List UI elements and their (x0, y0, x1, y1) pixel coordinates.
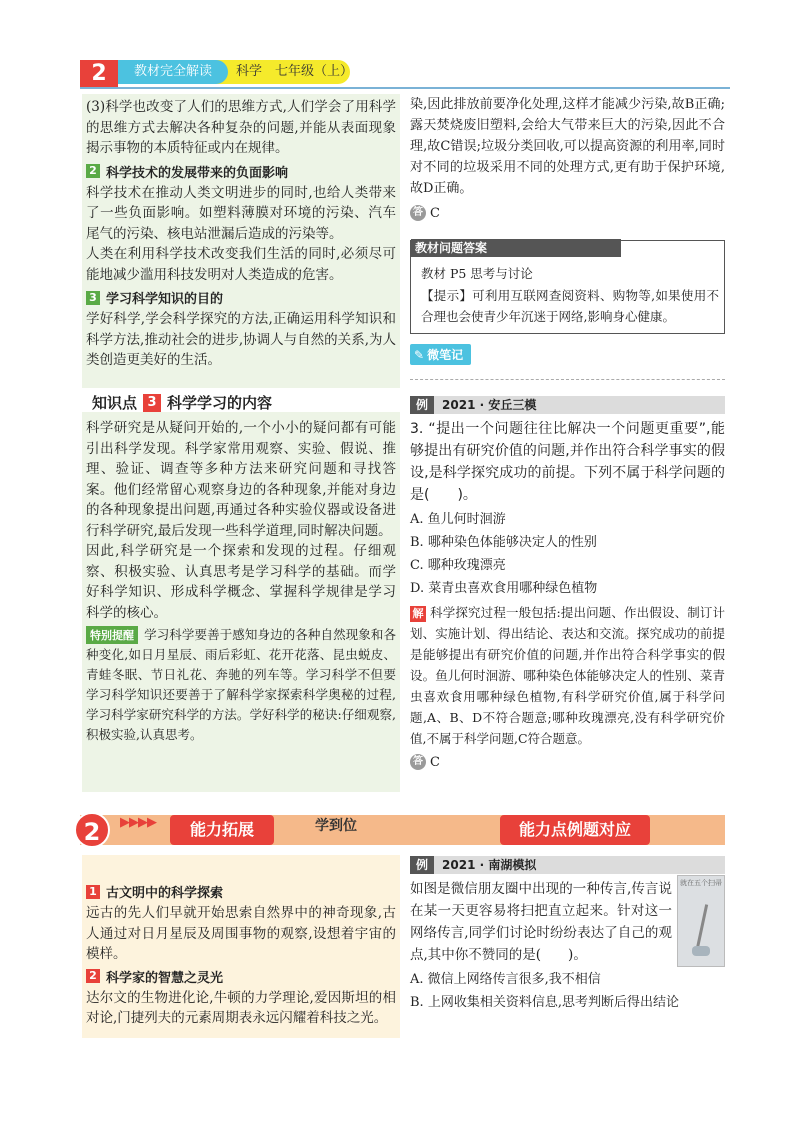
header-book-title: 教材完全解读 (118, 60, 228, 84)
knowledge-point-number: 3 (143, 394, 161, 412)
textbook-qa-line-1: 教材 P5 思考与讨论 (421, 266, 533, 281)
answer-row (410, 205, 440, 221)
part-number-circle: 2 (74, 812, 110, 848)
special-tip (86, 625, 396, 745)
solution-text: 科学探究过程一般包括:提出问题、作出假设、制订计划、实施计划、得出结论、表达和交流。探究成功的前提是能够提出有研究价值的问题,并作出符合科学事实的假设。鱼儿何时洄游、哪种染色体能够决定人的性别、菜青虫喜欢食用哪种绿色植物,有科学研究价值,属于科学问题,A、B、D不符合题意;哪种玫瑰漂亮,没有科学研究价值,不属于科学问题,C符合题意。 (410, 605, 725, 746)
example-header (410, 856, 725, 874)
knowledge-point-title: 科学学习的内容 (167, 394, 273, 412)
header-divider (80, 87, 730, 89)
knowledge-point-label: 知识点 (92, 394, 138, 412)
special-tip-label: 特别提醒 (86, 626, 138, 644)
example-question: 3. “提出一个问题往往比解决一个问题更重要”,能够提出有研究价值的问题,并作出符合科学事实的假设,是科学探究成功的前提。下列不属于科学问题的是( )。 (410, 421, 725, 503)
continued-solution: 染,因此排放前要净化处理,这样才能减少污染,故B正确;露天焚烧废旧塑料,会给大气带来巨大的污染,因此不合理,故C错误;垃圾分类回收,可以提高资源的利用率,同时对不同的垃圾采用不同的处理方式,更有助于保护环境,故D正确。 (410, 97, 725, 196)
micro-note-label: 微笔记 (427, 348, 464, 362)
ability-content (86, 880, 396, 1029)
example-header (410, 396, 725, 414)
note-divider (410, 379, 725, 380)
right-top-content (410, 94, 725, 221)
section-title: 科学技术的发展带来的负面影响 (106, 165, 289, 181)
example-1 (410, 396, 725, 770)
answer-row (410, 754, 440, 770)
options-list (410, 968, 725, 1014)
sub-number: 2 (86, 969, 100, 983)
section-3-heading (86, 288, 396, 307)
example-question: 如图是微信朋友圈中出现的一种传言,传言说在某一天更容易将扫把直立起来。针对这一网络传言,同学们讨论时纷纷表达了自己的观点,其中你不赞同的是( )。 (410, 881, 672, 963)
example-tag: 例 (410, 396, 434, 414)
option-a: A. 微信上网络传言很多,我不相信 (410, 972, 601, 987)
section-title: 学习科学知识的目的 (106, 292, 224, 307)
example-source: 2021 · 南湖模拟 (442, 858, 537, 872)
ability-sub-1-text: 远古的先人们早就开始思索自然界中的神奇现象,古人通过对日月星辰及周围事物的观察,设想着宇宙的模样。 (86, 905, 396, 962)
option-b: B. 哪种染色体能够决定人的性别 (410, 535, 597, 550)
left-top-content (86, 97, 396, 371)
kp-paragraph-1: 科学研究是从疑问开始的,一个小小的疑问都有可能引出科学发现。科学家常用观察、实验、假说、推理、验证、调查等多种方法来研究问题和寻找答案。他们经常留心观察身边的各种现象,并能对身边的各种现象提出问题,再通过各种实验仪器或设备进行科学研究,最后发现一些科学道理,同时解决问题。 (86, 420, 396, 539)
ability-sub-2-heading (86, 967, 396, 986)
ability-sub-1-heading (86, 882, 396, 901)
special-tip-text: 学习科学要善于感知身边的各种自然现象和各种变化,如日月星辰、雨后彩虹、花开花落、昆虫蜕皮、青蛙冬眠、节日礼花、奔驰的列车等。学习科学不但要学习科学知识还要善于了解科学家探索科学奥秘的过程,学习科学家研究科学的方法。学好科学的秘诀:仔细观察,积极实验,认真思考。 (86, 627, 396, 742)
photo-caption: 就在五个扫帚 (680, 879, 722, 887)
options-list (410, 508, 725, 600)
pencil-icon: ✎ (414, 347, 425, 362)
arrows-icon: ▶▶▶▶ (120, 815, 156, 830)
answer-icon: 答 (410, 754, 426, 770)
solution (410, 602, 725, 749)
header-subject: 科学 七年级（上） (236, 64, 354, 79)
example-tag: 例 (410, 856, 434, 874)
answer-value: C (430, 754, 440, 770)
ability-extension-tab: 能力拓展 (170, 815, 274, 845)
section-number: 3 (86, 291, 100, 305)
section-2-paragraph-2: 人类在利用科学技术改变我们生活的同时,必须尽可能地减少滥用科技发明对人类造成的危害。 (86, 246, 396, 283)
micro-note-tag[interactable] (410, 344, 471, 365)
option-d: D. 菜青虫喜欢食用哪种绿色植物 (410, 581, 598, 596)
sub-number: 1 (86, 885, 100, 899)
option-b: B. 上网收集相关资料信息,思考判断后得出结论 (410, 995, 679, 1010)
example-source: 2021 · 安丘三模 (442, 398, 537, 412)
section-2-paragraph-1: 科学技术在推动人类文明进步的同时,也给人类带来了一些负面影响。如塑料薄膜对环境的污染、汽车尾气的污染、核电站泄漏后造成的污染等。 (86, 184, 396, 242)
section-number: 2 (86, 164, 100, 178)
section-3-paragraph: 学好科学,学会科学探究的方法,正确运用科学知识和科学方法,推动社会的进步,协调人与自然的关系,为人类创造更美好的生活。 (86, 311, 396, 368)
ability-subtitle: 学到位 (315, 818, 357, 834)
textbook-qa-line-2: 【提示】可利用互联网查阅资料、购物等,如果使用不合理也会使青少年沉迷于网络,影响身心健康。 (421, 288, 719, 324)
section-2-heading (86, 162, 396, 181)
solution-icon: 解 (410, 606, 426, 622)
answer-value: C (430, 205, 440, 221)
textbook-qa-box (410, 240, 725, 334)
sub-title: 科学家的智慧之灵光 (106, 970, 224, 986)
ability-sub-2-text: 达尔文的生物进化论,牛顿的力学理论,爱因斯坦的相对论,门捷列夫的元素周期表永远闪耀着科技之光。 (86, 989, 396, 1026)
knowledge-point-content (86, 418, 396, 745)
page-number: 2 (80, 60, 118, 88)
textbook-qa-title: 教材问题答案 (411, 239, 621, 257)
broom-head-icon (692, 946, 710, 956)
kp-paragraph-2: 因此,科学研究是一个探索和发现的过程。仔细观察、积极实验、认真思考是学习科学的基础。而学好科学知识、形成科学概念、掌握科学规律是学习科学的核心。 (86, 543, 396, 621)
option-c: C. 哪种玫瑰漂亮 (410, 558, 506, 573)
answer-icon: 答 (410, 205, 426, 221)
ability-example-tab: 能力点例题对应 (500, 815, 650, 845)
option-a: A. 鱼儿何时洄游 (410, 512, 506, 527)
knowledge-point-heading (92, 392, 272, 413)
wechat-broom-photo (677, 875, 725, 967)
sub-title: 古文明中的科学探索 (106, 886, 224, 901)
intro-paragraph: (3)科学也改变了人们的思维方式,人们学会了用科学的思维方式去解决各种复杂的问题,并能从表面现象揭示事物的本质特征或内在规律。 (86, 99, 396, 156)
